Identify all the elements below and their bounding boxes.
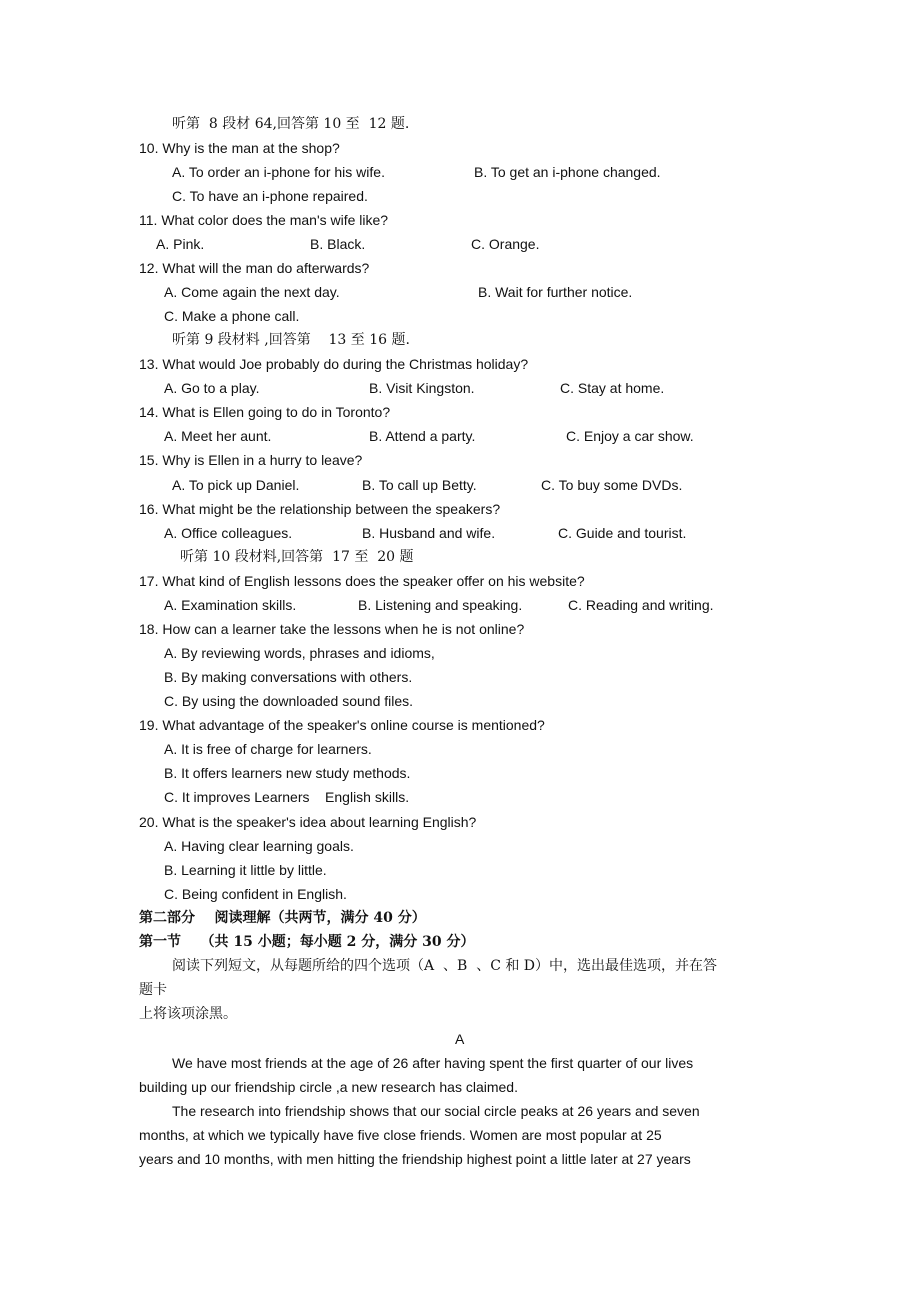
passage-letter: A: [455, 1031, 465, 1047]
q10-option-a: A. To order an i-phone for his wife.: [172, 164, 385, 180]
question-10: 10. Why is the man at the shop?: [139, 140, 340, 156]
q20-option-a: A. Having clear learning goals.: [164, 838, 354, 854]
paragraph-1-line-1: We have most friends at the age of 26 after having spent the first quarter of our lives: [172, 1055, 694, 1071]
question-13: 13. What would Joe probably do during the Christmas holiday?: [139, 356, 529, 372]
q19-option-b: B. It offers learners new study methods.: [164, 765, 411, 781]
q16-option-b: B. Husband and wife.: [362, 525, 496, 541]
q13-option-b: B. Visit Kingston.: [369, 380, 475, 396]
q19-option-c: C. It improves Learners English skills.: [164, 789, 410, 805]
question-20: 20. What is the speaker's idea about learning English?: [139, 814, 477, 830]
q18-option-a: A. By reviewing words, phrases and idioms,: [164, 645, 435, 661]
q20-option-c: C. Being confident in English.: [164, 886, 347, 902]
question-11: 11. What color does the man's wife like?: [139, 212, 389, 228]
q12-option-a: A. Come again the next day.: [164, 284, 340, 300]
q11-option-c: C. Orange.: [471, 236, 540, 252]
q16-option-a: A. Office colleagues.: [164, 525, 293, 541]
q10-option-b: B. To get an i-phone changed.: [474, 164, 661, 180]
q12-option-b: B. Wait for further notice.: [478, 284, 633, 300]
section-10-heading: 听第 10 段材料,回答第 17 至 20 题: [180, 549, 414, 565]
question-14: 14. What is Ellen going to do in Toronto?: [139, 404, 391, 420]
instructions-line-3: 上将该项涂黑。: [139, 1006, 237, 1022]
q13-option-c: C. Stay at home.: [560, 380, 665, 396]
instructions-line-2: 题卡: [139, 982, 167, 998]
question-16: 16. What might be the relationship between the speakers?: [139, 501, 501, 517]
q11-option-a: A. Pink.: [156, 236, 205, 252]
paragraph-2-line-3: years and 10 months, with men hitting the friendship highest point a little later at 27 years: [139, 1151, 691, 1167]
q17-option-a: A. Examination skills.: [164, 597, 297, 613]
q18-option-c: C. By using the downloaded sound files.: [164, 693, 414, 709]
q14-option-c: C. Enjoy a car show.: [566, 428, 694, 444]
question-15: 15. Why is Ellen in a hurry to leave?: [139, 452, 363, 468]
q17-option-b: B. Listening and speaking.: [358, 597, 523, 613]
section-9-heading: 听第 9 段材料 ,回答第 13 至 16 题.: [172, 332, 410, 348]
q10-option-c: C. To have an i-phone repaired.: [172, 188, 368, 204]
q15-option-a: A. To pick up Daniel.: [172, 477, 300, 493]
question-17: 17. What kind of English lessons does the speaker offer on his website?: [139, 573, 585, 589]
q13-option-a: A. Go to a play.: [164, 380, 260, 396]
section-1-heading: 第一节 （共 15 小题；每小题 2 分，满分 30 分）: [139, 934, 475, 950]
q18-option-b: B. By making conversations with others.: [164, 669, 413, 685]
question-19: 19. What advantage of the speaker's online course is mentioned?: [139, 717, 545, 733]
q19-option-a: A. It is free of charge for learners.: [164, 741, 372, 757]
q12-option-c: C. Make a phone call.: [164, 308, 300, 324]
question-18: 18. How can a learner take the lessons when he is not online?: [139, 621, 525, 637]
q14-option-b: B. Attend a party.: [369, 428, 476, 444]
q15-option-c: C. To buy some DVDs.: [541, 477, 683, 493]
question-12: 12. What will the man do afterwards?: [139, 260, 370, 276]
section-8-heading: 听第 8 段材 64,回答第 10 至 12 题.: [172, 116, 410, 132]
instructions-line-1: 阅读下列短文，从每题所给的四个选项（A 、B 、C 和 D）中，选出最佳选项，并在答: [172, 958, 718, 974]
q20-option-b: B. Learning it little by little.: [164, 862, 327, 878]
q14-option-a: A. Meet her aunt.: [164, 428, 272, 444]
paragraph-2-line-2: months, at which we typically have five close friends. Women are most popular at 25: [139, 1127, 662, 1143]
q15-option-b: B. To call up Betty.: [362, 477, 477, 493]
paragraph-1-line-2: building up our friendship circle ,a new research has claimed.: [139, 1079, 518, 1095]
q16-option-c: C. Guide and tourist.: [558, 525, 687, 541]
paragraph-2-line-1: The research into friendship shows that our social circle peaks at 26 years and seven: [172, 1103, 700, 1119]
part-2-heading: 第二部分 阅读理解（共两节，满分 40 分）: [139, 910, 426, 926]
q17-option-c: C. Reading and writing.: [568, 597, 714, 613]
q11-option-b: B. Black.: [310, 236, 366, 252]
